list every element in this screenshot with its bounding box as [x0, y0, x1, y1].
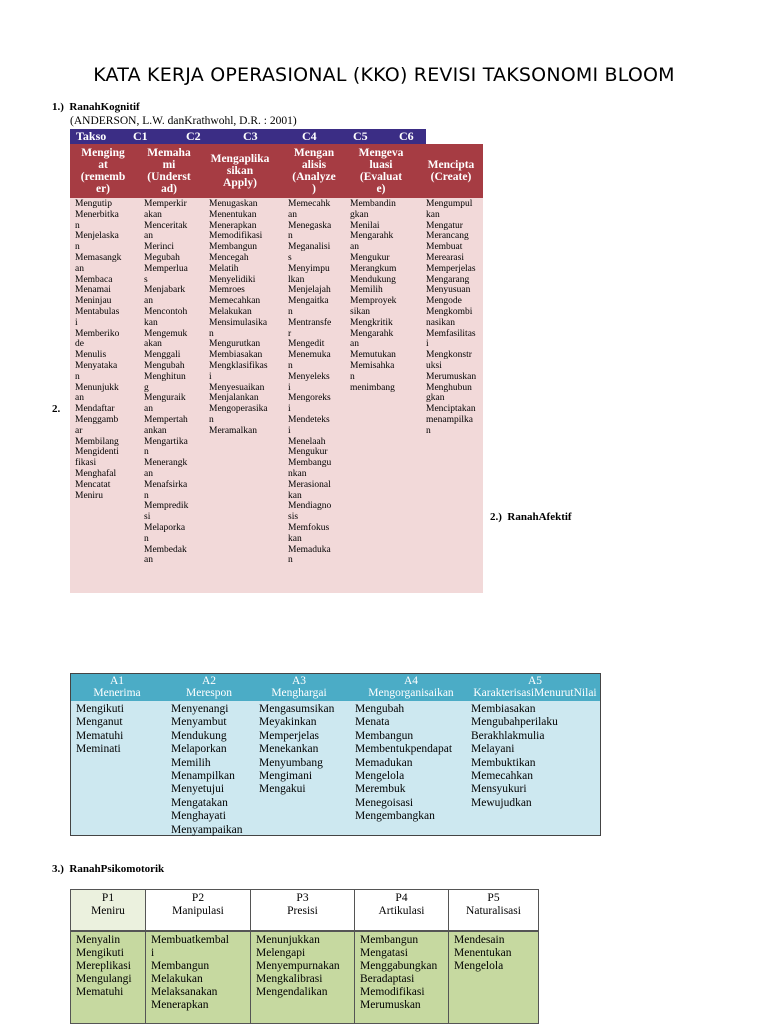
verbs-c1: Mengutip Menerbitka n Menjelaska n Memasangk an Membaca Menamai Meninjau Mentabulas i Memberiko de Menulis Menyataka n Menunjukk an Mendaftar Menggamb ar Membilang Mengidenti fikasi Menghafal Mencatat Meniru	[75, 199, 122, 501]
section3-heading	[52, 863, 164, 875]
affective-header-a1	[71, 675, 163, 699]
verbs-c4: Memecahk an Menegaska n Meganalisi s Menyimpu lkan Menjelajah Mengaitka n Mentransfe r Mengedit Menemuka n Menyeleks i Mengoreks i Mendeteks i Menelaah Mengukur Membangu nkan Merasional kan Mendiagno sis Memfokus kan Memaduka n	[288, 199, 332, 566]
level-understand: Memaha mi (Underst ad)	[147, 147, 191, 195]
page-title: KATA KERJA OPERASIONAL (KKO) REVISI TAKSONOMI BLOOM	[93, 64, 675, 86]
level-analyze: Mengan alisis (Analyze )	[292, 147, 336, 195]
affective-header-a2	[171, 675, 247, 699]
psychomotor-code: P3	[296, 892, 309, 904]
cognitive-verbs-table	[70, 198, 483, 593]
affective-header-a4	[351, 675, 471, 699]
cognitive-header-c4: C4	[302, 129, 317, 143]
section1-reference: (ANDERSON, L.W. danKrathwohl, D.R. : 2001)	[70, 115, 297, 127]
psychomotor-name: Presisi	[287, 905, 318, 917]
level-evaluate: Mengeva luasi (Evaluat e)	[358, 147, 404, 195]
cognitive-header-c3: C3	[243, 129, 258, 143]
affective-name: Menghargai	[271, 687, 327, 699]
verbs-a5: Membiasakan Mengubahperilaku Berakhlakmulia Melayani Membuktikan Memecahkan Mensyukuri Mewujudkan	[471, 703, 558, 809]
section2-number: 2.)	[490, 511, 502, 523]
affective-header-row	[71, 674, 600, 701]
level-create: Mencipta (Create)	[427, 159, 475, 183]
cognitive-header-c2: C2	[186, 129, 201, 143]
affective-code: A1	[109, 675, 125, 687]
verbs-p3: Menunjukkan Melengapi Menyempurnakan Mengkalibrasi Mengendalikan	[250, 931, 355, 1024]
psychomotor-code: P2	[191, 892, 205, 904]
affective-table	[70, 673, 601, 836]
affective-code: A2	[201, 675, 217, 687]
psychomotor-header-p3	[250, 889, 355, 931]
cognitive-level-row	[70, 144, 483, 198]
affective-name: Mengorganisaikan	[368, 687, 454, 699]
verbs-a3: Mengasumsikan Meyakinkan Memperjelas Menekankan Menyumbang Mengimani Mengakui	[259, 703, 335, 796]
cognitive-header-c6: C6	[399, 129, 414, 143]
verbs-c6: Mengumpul kan Mengatur Merancang Membuat Merearasi Memperjelas Mengarang Menyusuan Mengode Mengkombi nasikan Memfasilitas i Mengkonstr uksi Merumuskan Menghubun gkan Menciptakan menampilka n	[426, 199, 477, 436]
verbs-p4: Membangun Mengatasi Menggabungkan Beradaptasi Memodifikasi Merumuskan	[354, 931, 449, 1024]
section3-title: RanahPsikomotorik	[69, 863, 165, 875]
cognitive-header-c1: C1	[133, 129, 148, 143]
psychomotor-table	[70, 889, 539, 1024]
psychomotor-name: Naturalisasi	[466, 905, 521, 917]
level-remember: Menging at (rememb er)	[80, 147, 126, 195]
affective-header-a3	[261, 675, 337, 699]
psychomotor-header-p5	[448, 889, 539, 931]
section3-number: 3.)	[52, 863, 64, 875]
verbs-a2: Menyenangi Menyambut Mendukung Melaporkan Memilih Menampilkan Menyetujui Mengatakan Menghayati Menyampaikan	[171, 703, 243, 836]
verbs-a1: Mengikuti Menganut Mematuhi Meminati	[76, 703, 124, 756]
section2-marker: 2.	[52, 403, 61, 415]
section2-title: RanahAfektif	[507, 511, 572, 523]
psychomotor-header-p4	[354, 889, 449, 931]
section1-title: RanahKognitif	[69, 101, 140, 113]
cognitive-header-row	[70, 129, 426, 144]
psychomotor-header-p1	[70, 889, 146, 931]
verbs-c2: Memperkir akan Menceritak an Merinci Megubah Memperlua s Menjabark an Mencontoh kan Mengemuk akan Menggali Mengubah Menghitun g Menguraik an Mempertah ankan Mengartika n Menerangk an Menafsirka n Mempredik si Melaporka n Membedak an	[144, 199, 189, 566]
psychomotor-name: Artikulasi	[378, 905, 425, 917]
psychomotor-header-p2	[145, 889, 251, 931]
psychomotor-code: P5	[487, 892, 500, 904]
psychomotor-name: Manipulasi	[172, 905, 224, 917]
verbs-c3: Menugaskan Menentukan Menerapkan Memodifikasi Membangun Mencegah Melatih Menyelidiki Memroes Memecahkan Melakukan Mensimulasika n Mengurutkan Membiasakan Mengklasifikas i Menyesuaikan Menjalankan Mengoperasika n Meramalkan	[209, 199, 268, 436]
section1-heading	[52, 101, 140, 113]
verbs-a4: Mengubah Menata Membangun Membentukpendapat Memadukan Mengelola Merembuk Menegoisasi Mengembangkan	[355, 703, 453, 823]
cognitive-header-c5: C5	[353, 129, 368, 143]
psychomotor-code: P1	[101, 892, 115, 904]
psychomotor-code: P4	[395, 892, 408, 904]
verbs-p2: Membuatkembal i Membangun Melakukan Melaksanakan Menerapkan	[145, 931, 251, 1024]
affective-code: A4	[403, 675, 419, 687]
affective-name: Menerima	[93, 687, 141, 699]
verbs-p5: Mendesain Menentukan Mengelola	[448, 931, 539, 1024]
section2-heading	[490, 511, 572, 523]
verbs-p1: Menyalin Mengikuti Mereplikasi Mengulangi Mematuhi	[70, 931, 146, 1024]
verbs-c5: Membandin gkan Menilai Mengarahk an Mengukur Merangkum Mendukung Memilih Memproyek sikan Mengkritik Mengarahk an Memutukan Memisahka n menimbang	[350, 199, 397, 393]
psychomotor-name: Meniru	[91, 905, 125, 917]
affective-name: KarakterisasiMenurutNilai	[473, 687, 597, 699]
affective-code: A5	[527, 675, 543, 687]
affective-code: A3	[291, 675, 307, 687]
level-apply: Mengaplika sikan Apply)	[210, 153, 270, 189]
cognitive-header-takso: Takso	[76, 129, 107, 143]
affective-header-a5	[471, 675, 599, 699]
affective-name: Merespon	[186, 687, 232, 699]
section1-number: 1.)	[52, 101, 64, 113]
